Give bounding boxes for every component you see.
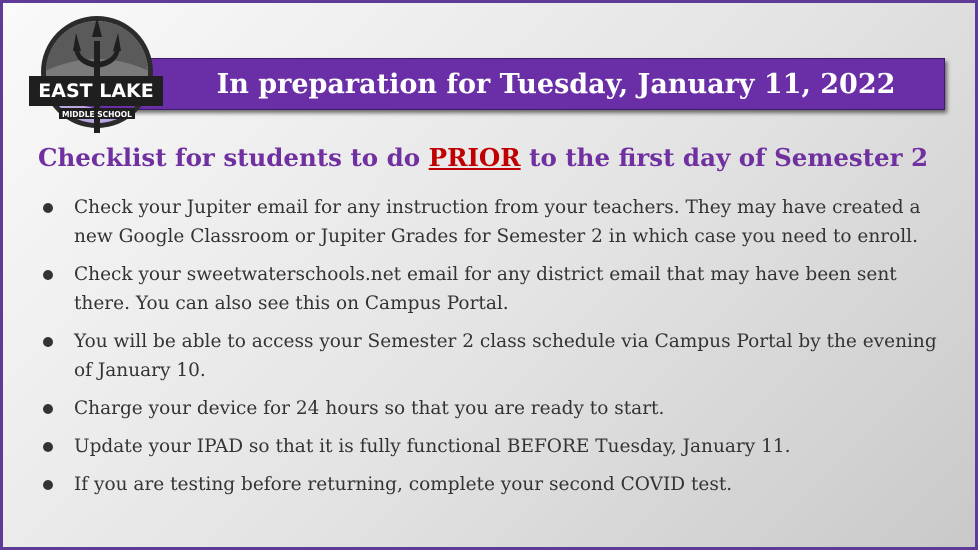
- heading-text-before: Checklist for students to do: [38, 143, 429, 172]
- checklist: [40, 193, 945, 508]
- bullet-icon: [43, 404, 53, 414]
- checklist-item-text: If you are testing before returning, complete your second COVID test.: [74, 474, 733, 495]
- heading-text-after: to the first day of Semester 2: [520, 143, 929, 172]
- logo-school-type: MIDDLE SCHOOL: [62, 110, 132, 119]
- checklist-item: [40, 432, 945, 461]
- checklist-item-text: Charge your device for 24 hours so that you are ready to start.: [74, 398, 665, 419]
- bullet-icon: [43, 480, 53, 490]
- checklist-item-text: Check your sweetwaterschools.net email for any district email that may have been sent there. You can also see this on Campus Portal.: [74, 264, 897, 314]
- bullet-icon: [43, 203, 53, 213]
- checklist-item-text: You will be able to access your Semester 2 class schedule via Campus Portal by the evening of January 10.: [74, 331, 937, 381]
- checklist-item-text: Update your IPAD so that it is fully functional BEFORE Tuesday, January 11.: [74, 436, 791, 457]
- checklist-item: [40, 260, 945, 318]
- checklist-item: [40, 470, 945, 499]
- checklist-item-text: Check your Jupiter email for any instruction from your teachers. They may have created a new Google Classroom or Jupiter Grades for Semester 2 in which case you need to enroll.: [74, 197, 921, 247]
- checklist-item: [40, 327, 945, 385]
- school-logo: [27, 13, 167, 135]
- banner-title: In preparation for Tuesday, January 11, 2022: [216, 68, 896, 100]
- checklist-item: [40, 394, 945, 423]
- heading-emphasis-prior: PRIOR: [428, 143, 521, 172]
- bullet-icon: [43, 442, 53, 452]
- bullet-icon: [43, 270, 53, 280]
- checklist-item: [40, 193, 945, 251]
- logo-school-name: EAST LAKE: [38, 80, 154, 102]
- title-banner: [123, 58, 945, 110]
- trident-logo-icon: [27, 13, 167, 135]
- checklist-heading: [38, 143, 973, 172]
- bullet-icon: [43, 337, 53, 347]
